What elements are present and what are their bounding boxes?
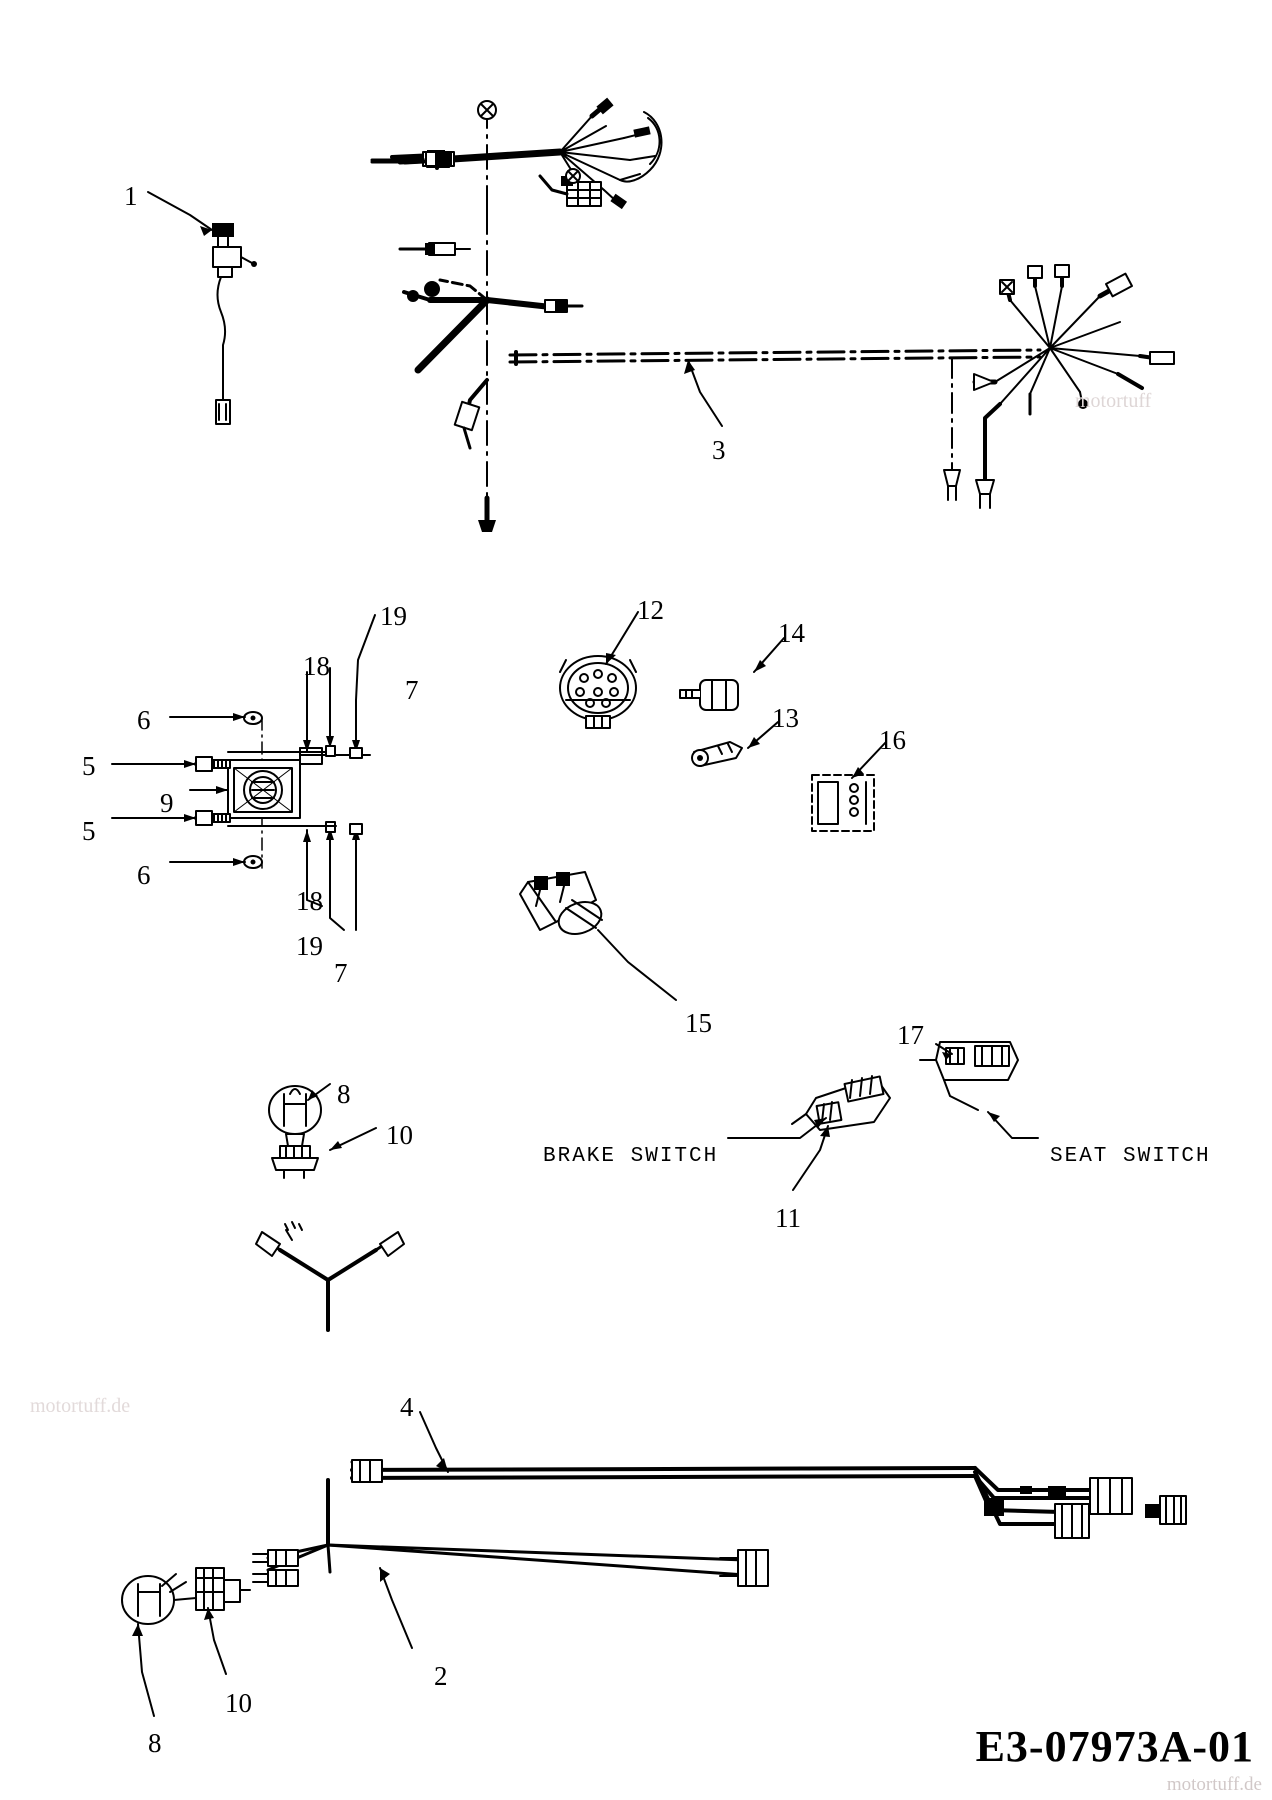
brake-switch-label: BRAKE SWITCH bbox=[543, 1145, 719, 1168]
callout-16: 16 bbox=[879, 725, 906, 755]
callout-19-bottom: 19 bbox=[296, 931, 323, 961]
callout-11: 11 bbox=[775, 1203, 801, 1233]
part-17-seat-switch bbox=[920, 1042, 1038, 1138]
callout-2: 2 bbox=[434, 1661, 448, 1691]
part-8-10-bulb-socket-upper bbox=[269, 1084, 376, 1178]
callout-19-top: 19 bbox=[380, 601, 407, 631]
callout-5-bottom: 5 bbox=[82, 816, 96, 846]
callout-18-top: 18 bbox=[303, 651, 330, 681]
part-1-wire-assembly bbox=[148, 192, 257, 424]
callout-5-top: 5 bbox=[82, 751, 96, 781]
callout-1: 1 bbox=[124, 181, 138, 211]
callout-14: 14 bbox=[778, 618, 805, 648]
part-16-module bbox=[812, 742, 886, 831]
watermark: motortuff.de bbox=[1166, 1774, 1262, 1795]
part-11-brake-switch bbox=[728, 1076, 890, 1190]
callout-6-top: 6 bbox=[137, 705, 151, 735]
callout-3: 3 bbox=[712, 435, 726, 465]
part-3-main-harness bbox=[372, 98, 1174, 532]
callout-10-bottom: 10 bbox=[225, 1688, 252, 1718]
callout-6-bottom: 6 bbox=[137, 860, 151, 890]
callout-18-bottom: 18 bbox=[296, 886, 323, 916]
watermark-tertiary: motortuff.de bbox=[30, 1395, 131, 1417]
callout-9: 9 bbox=[160, 788, 174, 818]
part-14-key bbox=[680, 638, 784, 710]
callout-12: 12 bbox=[637, 595, 664, 625]
part-12-ignition-switch bbox=[560, 612, 638, 728]
callout-7-top: 7 bbox=[405, 675, 419, 705]
watermark-secondary: motortuff bbox=[1075, 390, 1152, 412]
callout-10-top: 10 bbox=[386, 1120, 413, 1150]
callout-8-bottom: 8 bbox=[148, 1728, 162, 1758]
callout-8-top: 8 bbox=[337, 1079, 351, 1109]
callout-13: 13 bbox=[772, 703, 799, 733]
seat-switch-label: SEAT SWITCH bbox=[1050, 1145, 1211, 1168]
callout-17: 17 bbox=[897, 1020, 924, 1050]
callout-15: 15 bbox=[685, 1008, 712, 1038]
document-code: E3-07973A-01 bbox=[975, 1722, 1254, 1771]
part-4-2-lower-harness bbox=[122, 1222, 1186, 1716]
callout-7-bottom: 7 bbox=[334, 958, 348, 988]
callout-4: 4 bbox=[400, 1392, 414, 1422]
part-group-terminal-block bbox=[112, 615, 375, 930]
part-13-key-lever bbox=[692, 722, 778, 766]
part-15-solenoid bbox=[520, 872, 676, 1000]
